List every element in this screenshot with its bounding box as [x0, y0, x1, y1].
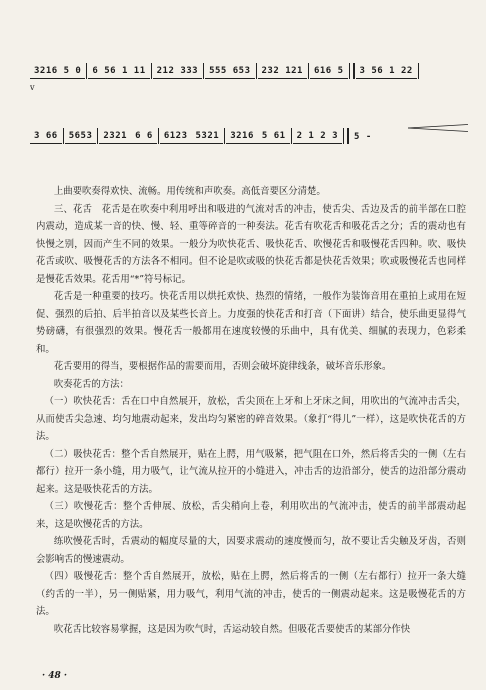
score-measure: 5 61 [258, 129, 290, 144]
repeat-bar-line [349, 63, 355, 79]
score-measure: 212 333 [153, 64, 202, 79]
decrescendo-mark [408, 124, 468, 132]
breath-mark: v [30, 83, 35, 92]
method-paragraph: （一）吹快花舌：舌在口中自然展开，放松，舌尖顶在上牙和上牙床之间，用吹出的气流冲击舌尖，从而使舌尖急速、均匀地震动起来，发出均匀紧密的碎音效果。（象打“得儿”一样），这是吹快花舌的方法。 [36, 396, 466, 442]
page-number: · 48 · [42, 671, 68, 681]
bar-line [63, 128, 64, 144]
score-measure: 232 121 [258, 64, 307, 79]
bar-line [86, 63, 87, 79]
bar-line [308, 63, 309, 79]
score-measure: 3 66 [30, 129, 62, 144]
method-paragraph: （二）吸快花舌：整个舌自然展开，贴在上腭，用气吸紧，把气阻在口外，然后将舌尖的一侧（左右都行）拉开一条小缝，用力吸气，让气流从拉开的小缝进入，冲击舌的边沿部分，使舌的边沿部分震动起来。这是吸快花舌的方法。 [36, 448, 466, 495]
score-measure: 5 - [354, 132, 372, 142]
paragraph: 花舌要用的得当，要根据作品的需要而用，否则会破坏旋律线条，破坏音乐形象。 [53, 361, 392, 372]
score-line-1 [30, 52, 470, 91]
bar-line [203, 63, 204, 79]
paragraph: 吹花舌比较容易掌握，这是因为吹气时，舌运动较自然。但吸花舌要使舌的某部分作快 [53, 623, 411, 635]
music-score [30, 52, 470, 156]
method-paragraph: （四）吸慢花舌：整个舌自然展开，放松，贴在上腭，然后将舌的一侧（左右都行）拉开一条大缝（约舌的一半），另一侧贴紧，用力吸气，利用气流的冲击，使舌的一侧震动起来。这是吸慢花舌的方法。 [36, 571, 466, 617]
bar-line [158, 128, 159, 144]
body-text [36, 183, 466, 638]
bar-line [97, 128, 98, 144]
bar-line [291, 128, 292, 144]
score-measure: 616 5 [310, 64, 348, 79]
paragraph: 吹奏花舌的方法： [53, 378, 129, 390]
score-line-2 [30, 117, 470, 156]
method-paragraph: （三）吹慢花舌：整个舌伸展、放松，舌尖稍向上卷，利用吹出的气流冲击，使舌的前半部震动起来，这是吹慢花舌的方法。 [36, 501, 466, 530]
score-measure: 2 1 2 3 [293, 129, 342, 144]
score-measure: 555 653 [205, 64, 254, 79]
score-measure: 3216 [226, 129, 258, 144]
score-measure: 3 56 1 22 [356, 64, 417, 79]
bar-line [151, 63, 152, 79]
score-measure: 2321 [99, 129, 131, 144]
score-measure: 6 56 1 11 [88, 64, 149, 79]
section-heading-paragraph: 三、花舌 花舌是在吹奏中利用呼出和吸进的气流对舌的冲击，使舌尖、舌边及舌的前半部在口腔内震动，造成某一音的快、慢、轻、重等碎音的一种奏法。花舌有吹花舌和吸花舌之分；舌的震动也有快慢之别，因而产生不同的效果。一般分为吹快花舌、吸快花舌、吹慢花舌和吸慢花舌四种。吹、吸快花舌或吹、吸慢花舌的方法各不相同。但不论是吹或吸的快花舌都是快花舌效果；吹或吸慢花舌也同样是慢花舌效果。花舌用“*”符号标记。 [36, 203, 466, 285]
paragraph: 上曲要吹奏得欢快、流畅。用传统和声吹奏。高低音要区分清楚。 [53, 186, 326, 197]
score-measure: 5321 [192, 129, 224, 144]
bar-line [224, 128, 225, 144]
repeat-bar-line [343, 128, 349, 144]
score-measure: 3216 5 0 [30, 64, 85, 79]
score-measure: 6 6 [131, 129, 157, 144]
score-measure: 5653 [65, 129, 97, 144]
bar-line [256, 63, 257, 79]
bar-line [418, 63, 419, 79]
score-measure: 6123 [160, 129, 192, 144]
paragraph: 练吹慢花舌时，舌震动的幅度尽量的大，因要求震动的速度慢而匀，故不要让舌尖触及牙齿，否则会影响舌的慢速震动。 [36, 536, 466, 565]
paragraph: 花舌是一种重要的技巧。快花舌用以烘托欢快、热烈的情绪，一般作为装饰音用在重拍上或用在短促、强烈的后拍、后半拍音以及某些长音上。力度强的快花舌和打音（下面讲）结合，使乐曲更显得气势磅礴，有很强烈的效果。慢花舌一般都用在速度较慢的乐曲中，具有优美、细腻的表现力，色彩柔和。 [36, 291, 466, 355]
